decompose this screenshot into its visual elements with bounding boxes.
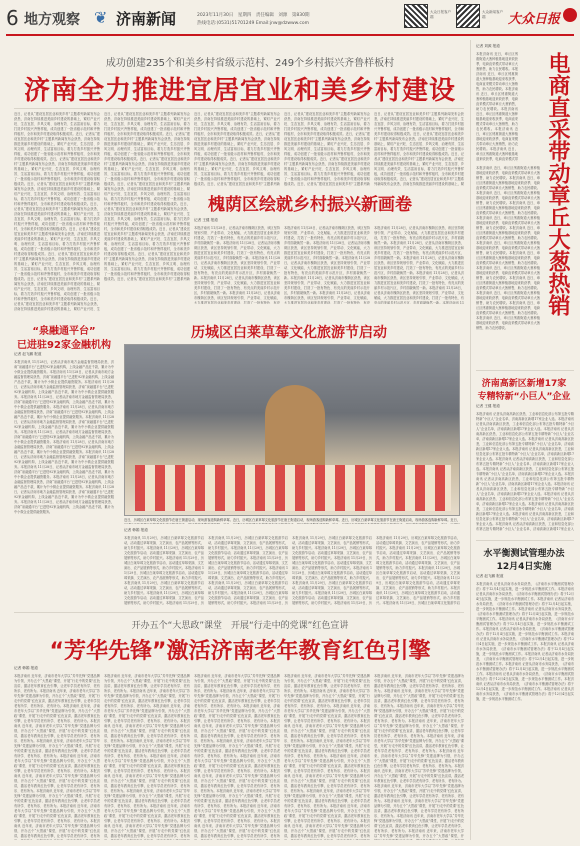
article4-byline: 记者 赵飞鹏 报道: [14, 352, 42, 356]
article5-body-col4: 本报济南讯 近年来，济南市老年大学以“芳华先锋”党建品牌为引领，开办五个“大思政”课堂，开展“行走中的党课”红色宣讲，激活老年教育红色引擎，让老年学员老有所学、老有所乐、老有所为。本报济南讯 近年来，济南市老年大学以“芳华先锋”党建品牌为引领，开办五个“大思政”课堂，开展“行走中的党课”红色宣讲，激活老年教育红色引擎，让老年学员老有所学、老有所乐、老有所为。本报济南讯 近年来，济南市老年大学以“芳华先锋”党建品牌为引领，开办五个“大思政”课堂，开展“行走中的党课”红色宣讲，激活老年教育红色引擎，让老年学员老有所学、老有所乐、老有所为。本报济南讯 近年来，济南市老年大学以“芳华先锋”党建品牌为引领，开办五个“大思政”课堂，开展“行走中的党课”红色宣讲，激活老年教育红色引擎，让老年学员老有所学、老有所乐、老有所为。本报济南讯 近年来，济南市老年大学以“芳华先锋”党建品牌为引领，开办五个“大思政”课堂，开展“行走中的党课”红色宣讲，激活老年教育红色引擎，让老年学员老有所学、老有所乐、老有所为。本报济南讯 近年来，济南市老年大学以“芳华先锋”党建品牌为引领，开办五个“大思政”课堂，开展“行走中的党课”红色宣讲，激活老年教育红色引擎，让老年学员老有所学、老有所乐、老有所为。本报济南讯 近年来，济南市老年大学以“芳华先锋”党建品牌为引领，开办五个“大思政”课堂，开展“行走中的党课”红色宣讲，激活老年教育红色引擎，让老年学员老有所学、老有所乐、老有所为。本报济南讯 近年来，济南市老年大学以“芳华先锋”党建品牌为引领，开办五个“大思政”课堂，开展“行走中的党课”红色宣讲，激活老年教育红色引擎，让老年学员老有所学、老有所乐、老有所为。本报济南讯 近年来，济南市老年大学以“芳华先锋”党建品牌为引领，开办五个“大思政”课堂，开展“行走中的党课”红色宣讲，激活老年教育红色引擎，让老年学员老有所学、老有所乐、老有所为。本报济南讯 近年来，济南市老年大学以“芳华先锋”党建品牌为引领，开办五个“大思政”课堂，开展“行走中的党课”红色宣讲，激活老年教育红色引擎，让老年学员老有所学、老有所: [284, 674, 370, 838]
side-body-col1: 本报济南讯 近日，章丘区绣惠街道大葱种植基地迎来收获季，电商直采模式带动章丘大葱销售，助力农民增收。本报济南讯 近日，章丘区绣惠街道大葱种植基地迎来收获季，电商直采模式带动章丘大葱销售，助力农民增收。本报济南讯 近日，章丘区绣惠街道大葱种植基地迎来收获季，电商直采模式带动章丘大葱销售，助力农民增收。本报济南讯 近日，章丘区绣惠街道大葱种植基地迎来收获季，电商直采模式带动章丘大葱销售，助力农民增收。本报济南讯 近日，章丘区绣惠街道大葱种植基地迎来收获季，电商直采模式带动章丘大葱销售，助力农民增收。本报济南讯 近日，章丘区绣惠街道大葱种植基地迎来收获季，电商直采模式带: [476, 52, 518, 161]
article2-body-col2: 本报济南讯 11月28日，记者从济南市槐荫区获悉，该区坚持规划引领、产业带动、文化赋能，大力推进宜居宜业和美乡村建设，打造了一批有特色、有亮点的美丽乡村示范片区，乡村面貌焕然一新。本报济南讯 11月28日，记者从济南市槐荫区获悉，该区坚持规划引领、产业带动、文化赋能，大力推进宜居宜业和美乡村建设，打造了一批有特色、有亮点的美丽乡村示范片区，乡村面貌焕然一新。本报济南讯 11月28日，记者从济南市槐荫区获悉，该区坚持规划引领、产业带动、文化赋能，大力推进宜居宜业和美乡村建设，打造了一批有特色、有亮点的美丽乡村示范片区，乡村面貌焕然一新。本报济南讯 11月28日，记者从济南市槐荫区获悉，该区坚持规划引领、产业带动、文化赋能，大力推进宜居宜业和美乡村建设，打造了一批有特色、有亮点的美丽乡村示范片区，乡村面貌焕然一新。本报济南讯 11月28日，记者从济南市槐荫区获悉，该区坚持规划引领、产业带动、文化赋能，大力推进宜居宜业和美乡村建设，打造了一批有特色、有亮: [284, 226, 370, 304]
side-body-col2: 本报济南讯 近日，章丘区绣惠街道大葱种植基地迎来收获季，电商直采模式带动章丘大葱销售，助力农民增收。本报济南讯 近日，章丘区绣惠街道大葱种植基地迎来收获季，电商直采模式带动章丘大葱销售，助力农民增收。本报济南讯 近日，章丘区绣惠街道大葱种植基地迎来收获季，电商直采模式带动章丘大葱销售，助力农民增收。本报济南讯 近日，章丘区绣惠街道大葱种植基地迎来收获季，电商直采模式带动章丘大葱销售，助力农民增收。本报济南讯 近日，章丘区绣惠街道大葱种植基地迎来收获季，电商直采模式带动章丘大葱销售，助力农民增收。本报济南讯 近日，章丘区绣惠街道大葱种植基地迎来收获季，电商直采模式带动章丘大葱销售，助力农民增收。本报济南讯 近日，章丘区绣惠街道大葱种植基地迎来收获季，电商直采模式带动章丘大葱销售，助力农民增收。本报济南讯 近日，章丘区绣惠街道大葱种植基地迎来收获季，电商直采模式带动章丘大葱销售，助力农民增收。本报济南讯 近日，章丘区绣惠街道大葱种植基地迎来收获季，电商直采模式带动章丘大葱销售，助力农民增收。本报济南讯 近日，章丘区绣惠街道大葱种植基地迎来收获季，电商直采模式带动章丘大葱销售，助力农民增收。本报济南讯 近日，章丘区绣惠街道大葱种植基地迎来收获季，电商直采模式带动章丘大葱销售，助力农民增收。本报济南讯 近日，章丘区绣惠街道大葱种植基地迎来收获季，电商直采模式带动章丘大葱销售，助力农民增收。本报济南讯 近日，章丘区绣惠街道大葱种植基地迎来收获季，电商直采模式带动章丘大葱销售，助力农民增收。: [476, 166, 540, 330]
article2-body-col1: 本报济南讯 11月28日，记者从济南市槐荫区获悉，该区坚持规划引领、产业带动、文化赋能，大力推进宜居宜业和美乡村建设，打造了一批有特色、有亮点的美丽乡村示范片区，乡村面貌焕然一新。本报济南讯 11月28日，记者从济南市槐荫区获悉，该区坚持规划引领、产业带动、文化赋能，大力推进宜居宜业和美乡村建设，打造了一批有特色、有亮点的美丽乡村示范片区，乡村面貌焕然一新。本报济南讯 11月28日，记者从济南市槐荫区获悉，该区坚持规划引领、产业带动、文化赋能，大力推进宜居宜业和美乡村建设，打造了一批有特色、有亮点的美丽乡村示范片区，乡村面貌焕然一新。本报济南讯 11月28日，记者从济南市槐荫区获悉，该区坚持规划引领、产业带动、文化赋能，大力推进宜居宜业和美乡村建设，打造了一批有特色、有亮点的美丽乡村示范片区，乡村面貌焕然一新。本报济南讯 11月28日，记者从济南市槐荫区获悉，该区坚持规划引领、产业带动、文化赋能，大力推进宜居宜业和美乡村建设，打造了一批有特色、有亮: [194, 226, 280, 304]
article5-byline: 记者 韩娟 报道: [14, 666, 38, 670]
photo-person-icon: [265, 385, 325, 475]
article3-body-col4: 本报济南讯 11月29日，历城区白莱草莓文化旅游节启动，活动通过草莓采摘、文艺演出、农产品展销等形式，助力乡村振兴。本报济南讯 11月29日，历城区白莱草莓文化旅游节启动，活动通过草莓采摘、文艺演出、农产品展销等形式，助力乡村振兴。本报济南讯 11月29日，历城区白莱草莓文化旅游节启动，活动通过草莓采摘、文艺演出、农产品展销等形式，助力乡村振兴。本报济南讯 11月29日，历城区白莱草莓文化旅游节启动，活动通过草莓采摘、文艺演出、农产品展销等形式，助力乡村振兴。本报济南讯 11月29日，历城区白莱草莓文化旅游节启动，活动通过草莓采摘、文艺演出、农产品展销等形式，助力乡村振兴。本报济南讯 11月29日，历城区白莱草莓文化旅游节启动，活动通过草莓采摘、文艺演出、农产品展销等形式，助力乡村振兴。本报济南讯 11月29日，历城区白莱草莓文化旅游节启: [376, 536, 460, 605]
article1-body-col4: 近日，记者从“建设宜居宜业和美乡村”主题系列新闻发布会获悉，济南在持续推进美丽乡村建设的基础上，紧盯产业兴旺、生态宜居、乡风文明、治理有效、生活富裕目标，着力打造乡村振兴齐鲁样板，成功创建了一批省级示范村和齐鲁样板村，全市和美乡村建设取得积极成效。近日，记者从“建设宜居宜业和美乡村”主题系列新闻发布会获悉，济南在持续推进美丽乡村建设的基础上，紧盯产业兴旺、生态宜居、乡风文明、治理有效、生活富裕目标，着力打造乡村振兴齐鲁样板，成功创建了一批省级示范村和齐鲁样板村，全市和美乡村建设取得积极成效。近日，记者从“建设宜居宜业和美乡村”主题系列新闻发布会获悉，济南在持续推进美丽乡村建设的基础上，紧盯产业兴旺、生态宜居、乡风文明、治理有效、生活富裕目标，着力打造乡村振兴齐鲁样板，成功创建了一批省级示范村和齐鲁样板村，全市和美乡村建设取得积极成效。近日，记者从“建设宜居宜业和美乡村”主题系列新: [284, 112, 370, 186]
article1-body-col2: 近日，记者从“建设宜居宜业和美乡村”主题系列新闻发布会获悉，济南在持续推进美丽乡村建设的基础上，紧盯产业兴旺、生态宜居、乡风文明、治理有效、生活富裕目标，着力打造乡村振兴齐鲁样板，成功创建了一批省级示范村和齐鲁样板村，全市和美乡村建设取得积极成效。近日，记者从“建设宜居宜业和美乡村”主题系列新闻发布会获悉，济南在持续推进美丽乡村建设的基础上，紧盯产业兴旺、生态宜居、乡风文明、治理有效、生活富裕目标，着力打造乡村振兴齐鲁样板，成功创建了一批省级示范村和齐鲁样板村，全市和美乡村建设取得积极成效。近日，记者从“建设宜居宜业和美乡村”主题系列新闻发布会获悉，济南在持续推进美丽乡村建设的基础上，紧盯产业兴旺、生态宜居、乡风文明、治理有效、生活富裕目标，着力打造乡村振兴齐鲁样板，成功创建了一批省级示范村和齐鲁样板村，全市和美乡村建设取得积极成效。近日，记者从“建设宜居宜业和美乡村”主题系列新闻发布会获悉，济南在持续推进美丽乡村建设的基础上，紧盯产业兴旺、生态宜居、乡风文明、治理有效、生活富裕目标，着力打造乡村振兴齐鲁样板，成功创建了一批省级示范村和齐鲁样板村，全市和美乡村建设取得积极成效。近日，记者从“建设宜居宜业和美乡村”主题系列新闻发布会获悉，济南在持续推进美丽乡村建设的基础上，紧盯产业兴旺、生态宜居、乡风文明、治理有效、生活富裕目标，着力打造乡村振兴齐鲁样板，成功创建了一批省级示范村和齐鲁样板村，全市和美乡村建设取得积极成效。近日，记者从“建设宜居宜业和美乡村”主题系列新闻发布会获悉，济南在持续推进美丽乡村建设的基础上，紧盯产业兴旺、生态宜居、乡风文明、治理有效、生活富裕目标，着力打造乡村振兴齐鲁样板，成功创建了一批省级示范村和齐鲁样板村，全市和美乡村建设取得积极成效。近日，记者从“建设宜居宜业和美乡村”主题系列新闻发布会获悉，济南在持续推进美丽乡村建设的基础上，紧盯产业兴旺、生态宜居、乡风文明、治理有效、生活富裕目标，着力打造乡村振兴齐鲁样板，成功创建了一批省级示范村和齐鲁样板村，全市和美乡村建设取得积极成效。近日，记者从“建设宜居宜业和美乡村”主题系列新: [104, 112, 190, 281]
divider: [14, 612, 464, 613]
side2-body: 本报济南讯 记者从济南高新区获悉，工业和信息化部公布第五批专精特新“小巨人”企业名单，济南高新区新增17家企业入选。本报济南讯 记者从济南高新区获悉，工业和信息化部公布第五批专精特新“小巨人”企业名单，济南高新区新增17家企业入选。本报济南讯 记者从济南高新区获悉，工业和信息化部公布第五批专精特新“小巨人”企业名单，济南高新区新增17家企业入选。本报济南讯 记者从济南高新区获悉，工业和信息化部公布第五批专精特新“小巨人”企业名单，济南高新区新增17家企业入选。本报济南讯 记者从济南高新区获悉，工业和信息化部公布第五批专精特新“小巨人”企业名单，济南高新区新增17家企业入选。本报济南讯 记者从济南高新区获悉，工业和信息化部公布第五批专精特新“小巨人”企业名单，济南高新区新增17家企业入选。本报济南讯 记者从济南高新区获悉，工业和信息化部公布第五批专精特新“小巨人”企业名单，济南高新区新增17家企业入选。本报济南讯 记者从济南高新区获悉，工业和信息化部公布第五批专精特新“小巨人”企业名单，济南高新区新增17家企业入选。本报济南讯 记者从济南高新区获悉，工业和信息化部公布第五批专精特新“小巨人”企业名单，济南高新区新增17家企业入选。本报济南讯 记者从济南高新区获悉，工业和信息化部公布第五批专精特新“小巨人”企业名单，济南高新区新增17家企业入选。本报济南讯 记者从济南高新区获悉，工业和信息化部公布第五批专精特新“小巨人”企业名单，济南高新区新增17家企业入选。本报济南讯 记者从济南高新区获悉，工业和信息化部公布第五批专精特新“小巨人”企业名单，济南高新区新增17家企业入选。本报济南讯 记者从济南高新区获悉，工业和信息化部公布第五批专精特新“小巨人”企业名单，济南高新区新增17家企业入: [476, 412, 574, 531]
date-line: 2023年11月30日 星期四 责任编辑 刘源 第830期: [197, 13, 310, 18]
divider: [476, 370, 574, 371]
article2-headline: 槐荫区绘就乡村振兴新画卷: [208, 195, 412, 215]
article1-headline: 济南全力推进宜居宜业和美乡村建设: [23, 76, 456, 106]
side3-body: 本报济南讯 记者从济南市水务局获悉，《济南市水平衡测试管理办法》将于12月4日起实施，进一步规范水平衡测试工作。本报济南讯 记者从济南市水务局获悉，《济南市水平衡测试管理办法》将于12月4日起实施，进一步规范水平衡测试工作。本报济南讯 记者从济南市水务局获悉，《济南市水平衡测试管理办法》将于12月4日起实施，进一步规范水平衡测试工作。本报济南讯 记者从济南市水务局获悉，《济南市水平衡测试管理办法》将于12月4日起实施，进一步规范水平衡测试工作。本报济南讯 记者从济南市水务局获悉，《济南市水平衡测试管理办法》将于12月4日起实施，进一步规范水平衡测试工作。本报济南讯 记者从济南市水务局获悉，《济南市水平衡测试管理办法》将于12月4日起实施，进一步规范水平衡测试工作。本报济南讯 记者从济南市水务局获悉，《济南市水平衡测试管理办法》将于12月4日起实施，进一步规范水平衡测试工作。本报济南讯 记者从济南市水务局获悉，《济南市水平衡测试管理办法》将于12月4日起实施，进一步规范水平衡测试工作。本报济南讯 记者从济南市水务局获悉，《济南市水平衡测试管理办法》将于12月4日起实施，进一步规范水平衡测试工作。本报济南讯 记者从济南市水务局获悉，《济南市水平衡测试管理办法》将于12月4日起实施，进一步规范水平衡测试工作。本报济南讯 记者从济南市水务局获悉，《济南市水平衡测试管理办法》将于12月4日起实施，进一步规范水平衡测试工作。本报济南讯 记者从济南市水务局获悉，《济南市水平衡测试管理办法》将于12月4日起实施，进一步规范水平衡测试工作。本报济南讯 记者从济南市水务局获悉，《济南市水平衡测试管理办法》将于12月4日起实施，进一步规范水平衡测试工作。: [476, 582, 574, 701]
section-title: 地方观察: [24, 12, 80, 28]
section-logo-icon: ❦: [94, 8, 108, 27]
qr-code-1: [404, 4, 428, 28]
newspaper-logo: 大众日报: [508, 12, 561, 27]
side-byline: 记者 刘源 报道: [476, 44, 500, 48]
article4-body: 本报济南讯 11月28日，记者从济南市地方金融监督管理局获悉，济南“泉融通平台”已进驻92家金融机构，上线金融产品近千款，累计为中小微企业提供融资服务。本报济南讯 11月28日，记者从济南市地方金融监督管理局获悉，济南“泉融通平台”已进驻92家金融机构，上线金融产品近千款，累计为中小微企业提供融资服务。本报济南讯 11月28日，记者从济南市地方金融监督管理局获悉，济南“泉融通平台”已进驻92家金融机构，上线金融产品近千款，累计为中小微企业提供融资服务。本报济南讯 11月28日，记者从济南市地方金融监督管理局获悉，济南“泉融通平台”已进驻92家金融机构，上线金融产品近千款，累计为中小微企业提供融资服务。本报济南讯 11月28日，记者从济南市地方金融监督管理局获悉，济南“泉融通平台”已进驻92家金融机构，上线金融产品近千款，累计为中小微企业提供融资服务。本报济南讯 11月28日，记者从济南市地方金融监督管理局获悉，济南“泉融通平台”已进驻92家金融机构，上线金融产品近千款，累计为中小微企业提供融资服务。本报济南讯 11月28日，记者从济南市地方金融监督管理局获悉，济南“泉融通平台”已进驻92家金融机构，上线金融产品近千款，累计为中小微企业提供融资服务。本报济南讯 11月28日，记者从济南市地方金融监督管理局获悉，济南“泉融通平台”已进驻92家金融机构，上线金融产品近千款，累计为中小微企业提供融资服务。本报济南讯 11月28日，记者从济南市地方金融监督管理局获悉，济南“泉融通平台”已进驻92家金融机构，上线金融产品近千款，累计为中小微企业提供融资服务。本报济南讯 11月28日，记者从济南市地方金融监督管理局获悉，济南“泉融通平台”已进驻92家金融机构，上线金融产品近千款，累计为中小微企业提供融资服务。本报济南讯 11月28日，记者从济南市地方金融监督管理局获悉，济南“泉融通平台”已进驻92家金融机构，上线金融产品近千款，累计为中小微企业提供融资服务。本报济南讯 11月28日，记者从济南市地方金融监督管理局获悉，济南“泉融通平台”已进驻92家金融机构，上线金融产品近千款，累计为中小微企业提供融资服务。本报济南讯 11月28日，记者从济南市地方金融监督管理局获悉，济南“泉融通平台”已进驻92家金融机构，上线金融产品近千款，累计为中小微企业提供融资服务。: [14, 360, 114, 514]
article4-headline-1: “泉融通平台”: [32, 326, 96, 337]
article5-body-col3: 本报济南讯 近年来，济南市老年大学以“芳华先锋”党建品牌为引领，开办五个“大思政”课堂，开展“行走中的党课”红色宣讲，激活老年教育红色引擎，让老年学员老有所学、老有所乐、老有所为。本报济南讯 近年来，济南市老年大学以“芳华先锋”党建品牌为引领，开办五个“大思政”课堂，开展“行走中的党课”红色宣讲，激活老年教育红色引擎，让老年学员老有所学、老有所乐、老有所为。本报济南讯 近年来，济南市老年大学以“芳华先锋”党建品牌为引领，开办五个“大思政”课堂，开展“行走中的党课”红色宣讲，激活老年教育红色引擎，让老年学员老有所学、老有所乐、老有所为。本报济南讯 近年来，济南市老年大学以“芳华先锋”党建品牌为引领，开办五个“大思政”课堂，开展“行走中的党课”红色宣讲，激活老年教育红色引擎，让老年学员老有所学、老有所乐、老有所为。本报济南讯 近年来，济南市老年大学以“芳华先锋”党建品牌为引领，开办五个“大思政”课堂，开展“行走中的党课”红色宣讲，激活老年教育红色引擎，让老年学员老有所学、老有所乐、老有所为。本报济南讯 近年来，济南市老年大学以“芳华先锋”党建品牌为引领，开办五个“大思政”课堂，开展“行走中的党课”红色宣讲，激活老年教育红色引擎，让老年学员老有所学、老有所乐、老有所为。本报济南讯 近年来，济南市老年大学以“芳华先锋”党建品牌为引领，开办五个“大思政”课堂，开展“行走中的党课”红色宣讲，激活老年教育红色引擎，让老年学员老有所学、老有所乐、老有所为。本报济南讯 近年来，济南市老年大学以“芳华先锋”党建品牌为引领，开办五个“大思政”课堂，开展“行走中的党课”红色宣讲，激活老年教育红色引擎，让老年学员老有所学、老有所乐、老有所为。本报济南讯 近年来，济南市老年大学以“芳华先锋”党建品牌为引领，开办五个“大思政”课堂，开展“行走中的党课”红色宣讲，激活老年教育红色引擎，让老年学员老有所学、老有所乐、老有所为。本报济南讯 近年来，济南市老年大学以“芳华先锋”党建品牌为引领，开办五个“大思政”课堂，开展“行走中的党课”红色宣讲，激活老年教育红色引擎，让老年学员老有所学、老有所: [194, 674, 280, 838]
header-rule: [6, 34, 574, 36]
page-number: 6: [6, 6, 19, 30]
qr-label-1: 大众日报客户端: [430, 10, 451, 19]
article5-kicker: 开办五个“大思政”课堂 开展“行走中的党课”红色宣讲: [131, 621, 349, 631]
qr-code-2: [456, 4, 480, 28]
article3-byline: 记者 韩娟 报道: [124, 528, 148, 532]
article3-body-col3: 本报济南讯 11月29日，历城区白莱草莓文化旅游节启动，活动通过草莓采摘、文艺演出、农产品展销等形式，助力乡村振兴。本报济南讯 11月29日，历城区白莱草莓文化旅游节启动，活动通过草莓采摘、文艺演出、农产品展销等形式，助力乡村振兴。本报济南讯 11月29日，历城区白莱草莓文化旅游节启动，活动通过草莓采摘、文艺演出、农产品展销等形式，助力乡村振兴。本报济南讯 11月29日，历城区白莱草莓文化旅游节启动，活动通过草莓采摘、文艺演出、农产品展销等形式，助力乡村振兴。本报济南讯 11月29日，历城区白莱草莓文化旅游节启动，活动通过草莓采摘、文艺演出、农产品展销等形式，助力乡村振兴。本报济南讯 11月29日，历城区白莱草莓文化旅游节启动，活动通过草莓采摘、文艺演出、农产品展销等形式，助力乡村振兴。本报济南讯 11月29日，历: [292, 536, 372, 605]
side-headline: 电商直采带动章丘大葱热销: [545, 52, 570, 316]
article1-body-col3: 近日，记者从“建设宜居宜业和美乡村”主题系列新闻发布会获悉，济南在持续推进美丽乡村建设的基础上，紧盯产业兴旺、生态宜居、乡风文明、治理有效、生活富裕目标，着力打造乡村振兴齐鲁样板，成功创建了一批省级示范村和齐鲁样板村，全市和美乡村建设取得积极成效。近日，记者从“建设宜居宜业和美乡村”主题系列新闻发布会获悉，济南在持续推进美丽乡村建设的基础上，紧盯产业兴旺、生态宜居、乡风文明、治理有效、生活富裕目标，着力打造乡村振兴齐鲁样板，成功创建了一批省级示范村和齐鲁样板村，全市和美乡村建设取得积极成效。近日，记者从“建设宜居宜业和美乡村”主题系列新闻发布会获悉，济南在持续推进美丽乡村建设的基础上，紧盯产业兴旺、生态宜居、乡风文明、治理有效、生活富裕目标，着力打造乡村振兴齐鲁样板，成功创建了一批省级示范村和齐鲁样板村，全市和美乡村建设取得积极成效。近日，记者从“建设宜居宜业和美乡村”主题系列新: [194, 112, 280, 186]
article3-body-col2: 本报济南讯 11月29日，历城区白莱草莓文化旅游节启动，活动通过草莓采摘、文艺演出、农产品展销等形式，助力乡村振兴。本报济南讯 11月29日，历城区白莱草莓文化旅游节启动，活动通过草莓采摘、文艺演出、农产品展销等形式，助力乡村振兴。本报济南讯 11月29日，历城区白莱草莓文化旅游节启动，活动通过草莓采摘、文艺演出、农产品展销等形式，助力乡村振兴。本报济南讯 11月29日，历城区白莱草莓文化旅游节启动，活动通过草莓采摘、文艺演出、农产品展销等形式，助力乡村振兴。本报济南讯 11月29日，历城区白莱草莓文化旅游节启动，活动通过草莓采摘、文艺演出、农产品展销等形式，助力乡村振兴。本报济南讯 11月29日，历城区白莱草莓文化旅游节启动，活动通过草莓采摘、文艺演出、农产品展销等形式，助力乡村振兴。本报济南讯 11月29日，历: [208, 536, 288, 605]
side3-headline-2: 12月4日实施: [496, 562, 552, 572]
side2-headline-2: 专精特新“小巨人”企业: [477, 392, 571, 402]
side2-headline-1: 济南高新区新增17家: [481, 379, 567, 389]
article5-body-col2: 本报济南讯 近年来，济南市老年大学以“芳华先锋”党建品牌为引领，开办五个“大思政”课堂，开展“行走中的党课”红色宣讲，激活老年教育红色引擎，让老年学员老有所学、老有所乐、老有所为。本报济南讯 近年来，济南市老年大学以“芳华先锋”党建品牌为引领，开办五个“大思政”课堂，开展“行走中的党课”红色宣讲，激活老年教育红色引擎，让老年学员老有所学、老有所乐、老有所为。本报济南讯 近年来，济南市老年大学以“芳华先锋”党建品牌为引领，开办五个“大思政”课堂，开展“行走中的党课”红色宣讲，激活老年教育红色引擎，让老年学员老有所学、老有所乐、老有所为。本报济南讯 近年来，济南市老年大学以“芳华先锋”党建品牌为引领，开办五个“大思政”课堂，开展“行走中的党课”红色宣讲，激活老年教育红色引擎，让老年学员老有所学、老有所乐、老有所为。本报济南讯 近年来，济南市老年大学以“芳华先锋”党建品牌为引领，开办五个“大思政”课堂，开展“行走中的党课”红色宣讲，激活老年教育红色引擎，让老年学员老有所学、老有所乐、老有所为。本报济南讯 近年来，济南市老年大学以“芳华先锋”党建品牌为引领，开办五个“大思政”课堂，开展“行走中的党课”红色宣讲，激活老年教育红色引擎，让老年学员老有所学、老有所乐、老有所为。本报济南讯 近年来，济南市老年大学以“芳华先锋”党建品牌为引领，开办五个“大思政”课堂，开展“行走中的党课”红色宣讲，激活老年教育红色引擎，让老年学员老有所学、老有所乐、老有所为。本报济南讯 近年来，济南市老年大学以“芳华先锋”党建品牌为引领，开办五个“大思政”课堂，开展“行走中的党课”红色宣讲，激活老年教育红色引擎，让老年学员老有所学、老有所乐、老有所为。本报济南讯 近年来，济南市老年大学以“芳华先锋”党建品牌为引领，开办五个“大思政”课堂，开展“行走中的党课”红色宣讲，激活老年教育红色引擎，让老年学员老有所学、老有所乐、老有所为。本报济南讯 近年来，济南市老年大学以“芳华先锋”党建品牌为引领，开办五个“大思政”课堂，开展“行走中的党课”红色宣讲，激活老年教育红色引擎，让老年学员老有所学、老有所: [104, 674, 190, 838]
divider: [14, 108, 464, 109]
side2-byline: 记者 王健 报道: [476, 404, 500, 408]
divider: [476, 540, 574, 541]
side3-byline: 记者 赵飞鹏 报道: [476, 574, 504, 578]
article1-body-col5: 近日，记者从“建设宜居宜业和美乡村”主题系列新闻发布会获悉，济南在持续推进美丽乡村建设的基础上，紧盯产业兴旺、生态宜居、乡风文明、治理有效、生活富裕目标，着力打造乡村振兴齐鲁样板，成功创建了一批省级示范村和齐鲁样板村，全市和美乡村建设取得积极成效。近日，记者从“建设宜居宜业和美乡村”主题系列新闻发布会获悉，济南在持续推进美丽乡村建设的基础上，紧盯产业兴旺、生态宜居、乡风文明、治理有效、生活富裕目标，着力打造乡村振兴齐鲁样板，成功创建了一批省级示范村和齐鲁样板村，全市和美乡村建设取得积极成效。近日，记者从“建设宜居宜业和美乡村”主题系列新闻发布会获悉，济南在持续推进美丽乡村建设的基础上，紧盯产业兴旺、生态宜居、乡风文明、治理有效、生活富裕目标，着力打造乡村振兴齐鲁样板，成功创建了一批省级示范村和齐鲁样板村，全市和美乡村建设取得积极成效。近日，记者从“建设宜居宜业和美乡村”主题系列新闻发布会获悉，济南在持续推进美丽乡村建设的基础上，紧: [374, 112, 464, 186]
qr-label-2: 大众新闻客户端: [482, 10, 503, 19]
article3-headline: 历城区白莱草莓文化旅游节启动: [191, 325, 387, 341]
article5-headline: “芳华先锋”激活济南老年教育红色引擎: [49, 639, 431, 664]
article1-body-col1: 近日，记者从“建设宜居宜业和美乡村”主题系列新闻发布会获悉，济南在持续推进美丽乡村建设的基础上，紧盯产业兴旺、生态宜居、乡风文明、治理有效、生活富裕目标，着力打造乡村振兴齐鲁样板，成功创建了一批省级示范村和齐鲁样板村，全市和美乡村建设取得积极成效。近日，记者从“建设宜居宜业和美乡村”主题系列新闻发布会获悉，济南在持续推进美丽乡村建设的基础上，紧盯产业兴旺、生态宜居、乡风文明、治理有效、生活富裕目标，着力打造乡村振兴齐鲁样板，成功创建了一批省级示范村和齐鲁样板村，全市和美乡村建设取得积极成效。近日，记者从“建设宜居宜业和美乡村”主题系列新闻发布会获悉，济南在持续推进美丽乡村建设的基础上，紧盯产业兴旺、生态宜居、乡风文明、治理有效、生活富裕目标，着力打造乡村振兴齐鲁样板，成功创建了一批省级示范村和齐鲁样板村，全市和美乡村建设取得积极成效。近日，记者从“建设宜居宜业和美乡村”主题系列新闻发布会获悉，济南在持续推进美丽乡村建设的基础上，紧盯产业兴旺、生态宜居、乡风文明、治理有效、生活富裕目标，着力打造乡村振兴齐鲁样板，成功创建了一批省级示范村和齐鲁样板村，全市和美乡村建设取得积极成效。近日，记者从“建设宜居宜业和美乡村”主题系列新闻发布会获悉，济南在持续推进美丽乡村建设的基础上，紧盯产业兴旺、生态宜居、乡风文明、治理有效、生活富裕目标，着力打造乡村振兴齐鲁样板，成功创建了一批省级示范村和齐鲁样板村，全市和美乡村建设取得积极成效。近日，记者从“建设宜居宜业和美乡村”主题系列新闻发布会获悉，济南在持续推进美丽乡村建设的基础上，紧盯产业兴旺、生态宜居、乡风文明、治理有效、生活富裕目标，着力打造乡村振兴齐鲁样板，成功创建了一批省级示范村和齐鲁样板村，全市和美乡村建设取得积极成效。近日，记者从“建设宜居宜业和美乡村”主题系列新闻发布会获悉，济南在持续推进美丽乡村建设的基础上，紧盯产业兴旺、生态宜居、乡风文明、治理有效、生活富裕目标，着力打造乡村振兴齐鲁样板，成功创建了一批省级示范村和齐鲁样板村，全市和美乡村建设取得积极成效。近日，记者从“建设宜居宜业和美乡村”主题系列新闻发布会获悉，济南在持续推进美丽乡村建设的基础上，紧盯产业兴旺、生态宜居、乡风文明、治理有效、生活富裕目标，着力打造乡村振兴齐鲁样板，成功创建了一批省级示范村和齐鲁样板村，全市和美乡村建设取得积极成效。近日，记者从“建设宜居宜业和美乡村”主题系列新闻发布会获悉，济南在持续推进美丽乡村建设的基础上，紧盯产业兴旺、生: [14, 112, 100, 311]
article2-byline: 记者 王健 报道: [194, 218, 218, 222]
subsection-title: 济南新闻: [116, 10, 177, 28]
strawberry-festival-photo: [124, 344, 460, 516]
sidebar-divider: [470, 40, 471, 840]
photo-strawberry-boxes: [135, 465, 451, 511]
contact-line: 热线电话:(0531)51701249 Email:jnw@dzwww.com: [197, 21, 309, 26]
side3-headline-1: 水平衡测试管理办法: [483, 549, 565, 559]
article2-body-col3: 本报济南讯 11月28日，记者从济南市槐荫区获悉，该区坚持规划引领、产业带动、文化赋能，大力推进宜居宜业和美乡村建设，打造了一批有特色、有亮点的美丽乡村示范片区，乡村面貌焕然一新。本报济南讯 11月28日，记者从济南市槐荫区获悉，该区坚持规划引领、产业带动、文化赋能，大力推进宜居宜业和美乡村建设，打造了一批有特色、有亮点的美丽乡村示范片区，乡村面貌焕然一新。本报济南讯 11月28日，记者从济南市槐荫区获悉，该区坚持规划引领、产业带动、文化赋能，大力推进宜居宜业和美乡村建设，打造了一批有特色、有亮点的美丽乡村示范片区，乡村面貌焕然一新。本报济南讯 11月28日，记者从济南市槐荫区获悉，该区坚持规划引领、产业带动、文化赋能，大力推进宜居宜业和美乡村建设，打造了一批有特色、有亮点的美丽乡村示范片区，乡村面貌焕然一新。本报济南讯 11月28日，记者从济南市槐荫区获悉，该区坚持规划引领、产业带动、文化赋能，大力推进宜居宜业和美乡村建设，打造了一批有特色、有亮点的美丽乡村示范片区，乡村面貌焕然一新。本报济南讯 11: [374, 226, 464, 304]
article3-body-col1: 本报济南讯 11月29日，历城区白莱草莓文化旅游节启动，活动通过草莓采摘、文艺演出、农产品展销等形式，助力乡村振兴。本报济南讯 11月29日，历城区白莱草莓文化旅游节启动，活动通过草莓采摘、文艺演出、农产品展销等形式，助力乡村振兴。本报济南讯 11月29日，历城区白莱草莓文化旅游节启动，活动通过草莓采摘、文艺演出、农产品展销等形式，助力乡村振兴。本报济南讯 11月29日，历城区白莱草莓文化旅游节启动，活动通过草莓采摘、文艺演出、农产品展销等形式，助力乡村振兴。本报济南讯 11月29日，历城区白莱草莓文化旅游节启动，活动通过草莓采摘、文艺演出、农产品展销等形式，助力乡村振兴。本报济南讯 11月29日，历城区白莱草莓文化旅游节启动，活动通过草莓采摘、文艺演出、农产品展销等形式，助力乡村振兴。本报济南讯 11月29日，历: [124, 536, 204, 605]
article1-kicker: 成功创建235个和美乡村省级示范村、249个乡村振兴齐鲁样板村: [105, 58, 395, 69]
article5-body-col1: 本报济南讯 近年来，济南市老年大学以“芳华先锋”党建品牌为引领，开办五个“大思政”课堂，开展“行走中的党课”红色宣讲，激活老年教育红色引擎，让老年学员老有所学、老有所乐、老有所为。本报济南讯 近年来，济南市老年大学以“芳华先锋”党建品牌为引领，开办五个“大思政”课堂，开展“行走中的党课”红色宣讲，激活老年教育红色引擎，让老年学员老有所学、老有所乐、老有所为。本报济南讯 近年来，济南市老年大学以“芳华先锋”党建品牌为引领，开办五个“大思政”课堂，开展“行走中的党课”红色宣讲，激活老年教育红色引擎，让老年学员老有所学、老有所乐、老有所为。本报济南讯 近年来，济南市老年大学以“芳华先锋”党建品牌为引领，开办五个“大思政”课堂，开展“行走中的党课”红色宣讲，激活老年教育红色引擎，让老年学员老有所学、老有所乐、老有所为。本报济南讯 近年来，济南市老年大学以“芳华先锋”党建品牌为引领，开办五个“大思政”课堂，开展“行走中的党课”红色宣讲，激活老年教育红色引擎，让老年学员老有所学、老有所乐、老有所为。本报济南讯 近年来，济南市老年大学以“芳华先锋”党建品牌为引领，开办五个“大思政”课堂，开展“行走中的党课”红色宣讲，激活老年教育红色引擎，让老年学员老有所学、老有所乐、老有所为。本报济南讯 近年来，济南市老年大学以“芳华先锋”党建品牌为引领，开办五个“大思政”课堂，开展“行走中的党课”红色宣讲，激活老年教育红色引擎，让老年学员老有所学、老有所乐、老有所为。本报济南讯 近年来，济南市老年大学以“芳华先锋”党建品牌为引领，开办五个“大思政”课堂，开展“行走中的党课”红色宣讲，激活老年教育红色引擎，让老年学员老有所学、老有所乐、老有所为。本报济南讯 近年来，济南市老年大学以“芳华先锋”党建品牌为引领，开办五个“大思政”课堂，开展“行走中的党课”红色宣讲，激活老年教育红色引擎，让老年学员老有所学、老有所乐、老有所为。本报济南讯 近年来，济南市老年大学以“芳华先锋”党建品牌为引领，开办五个“大思政”课堂，开展“行走中的党课”红色宣讲，激活老年教育红色引擎，让老年学员老有所学、老有所: [14, 674, 100, 838]
article3-caption: 近日，历城区白莱草莓文化旅游节在唐王街道启动，现场游客选购新鲜草莓。近日，历城区白莱草莓文化旅游节在唐王街道启动，现场游客选购新鲜草莓。近日，历城区白莱草莓文化旅游节在唐王街道启动，现场游客选购新鲜草莓。近日，: [124, 518, 460, 522]
article4-headline-2: 已进驻92家金融机构: [17, 340, 111, 351]
article5-body-col5: 本报济南讯 近年来，济南市老年大学以“芳华先锋”党建品牌为引领，开办五个“大思政”课堂，开展“行走中的党课”红色宣讲，激活老年教育红色引擎，让老年学员老有所学、老有所乐、老有所为。本报济南讯 近年来，济南市老年大学以“芳华先锋”党建品牌为引领，开办五个“大思政”课堂，开展“行走中的党课”红色宣讲，激活老年教育红色引擎，让老年学员老有所学、老有所乐、老有所为。本报济南讯 近年来，济南市老年大学以“芳华先锋”党建品牌为引领，开办五个“大思政”课堂，开展“行走中的党课”红色宣讲，激活老年教育红色引擎，让老年学员老有所学、老有所乐、老有所为。本报济南讯 近年来，济南市老年大学以“芳华先锋”党建品牌为引领，开办五个“大思政”课堂，开展“行走中的党课”红色宣讲，激活老年教育红色引擎，让老年学员老有所学、老有所乐、老有所为。本报济南讯 近年来，济南市老年大学以“芳华先锋”党建品牌为引领，开办五个“大思政”课堂，开展“行走中的党课”红色宣讲，激活老年教育红色引擎，让老年学员老有所学、老有所乐、老有所为。本报济南讯 近年来，济南市老年大学以“芳华先锋”党建品牌为引领，开办五个“大思政”课堂，开展“行走中的党课”红色宣讲，激活老年教育红色引擎，让老年学员老有所学、老有所乐、老有所为。本报济南讯 近年来，济南市老年大学以“芳华先锋”党建品牌为引领，开办五个“大思政”课堂，开展“行走中的党课”红色宣讲，激活老年教育红色引擎，让老年学员老有所学、老有所乐、老有所为。本报济南讯 近年来，济南市老年大学以“芳华先锋”党建品牌为引领，开办五个“大思政”课堂，开展“行走中的党课”红色宣讲，激活老年教育红色引擎，让老年学员老有所学、老有所乐、老有所为。本报济南讯 近年来，济南市老年大学以“芳华先锋”党建品牌为引领，开办五个“大思政”课堂，开展“行走中的党课”红色宣讲，激活老年教育红色引擎，让老年学员老有所学、老有所乐、老有所为。本报济南讯 近年来，济南市老年大学以“芳华先锋”党建品牌为引领，开办五个“大思政”课堂，开展“行走中的党课”红色宣讲，激活老年教育红色引擎，让老年学员老有所学、老有所乐、老有所为。本报济南讯 近年来，济南市老年大学以“芳华先锋”党建品牌为引领，开办五个“大思政”课堂，开: [374, 674, 464, 838]
logo-emblem-icon: [563, 8, 577, 22]
